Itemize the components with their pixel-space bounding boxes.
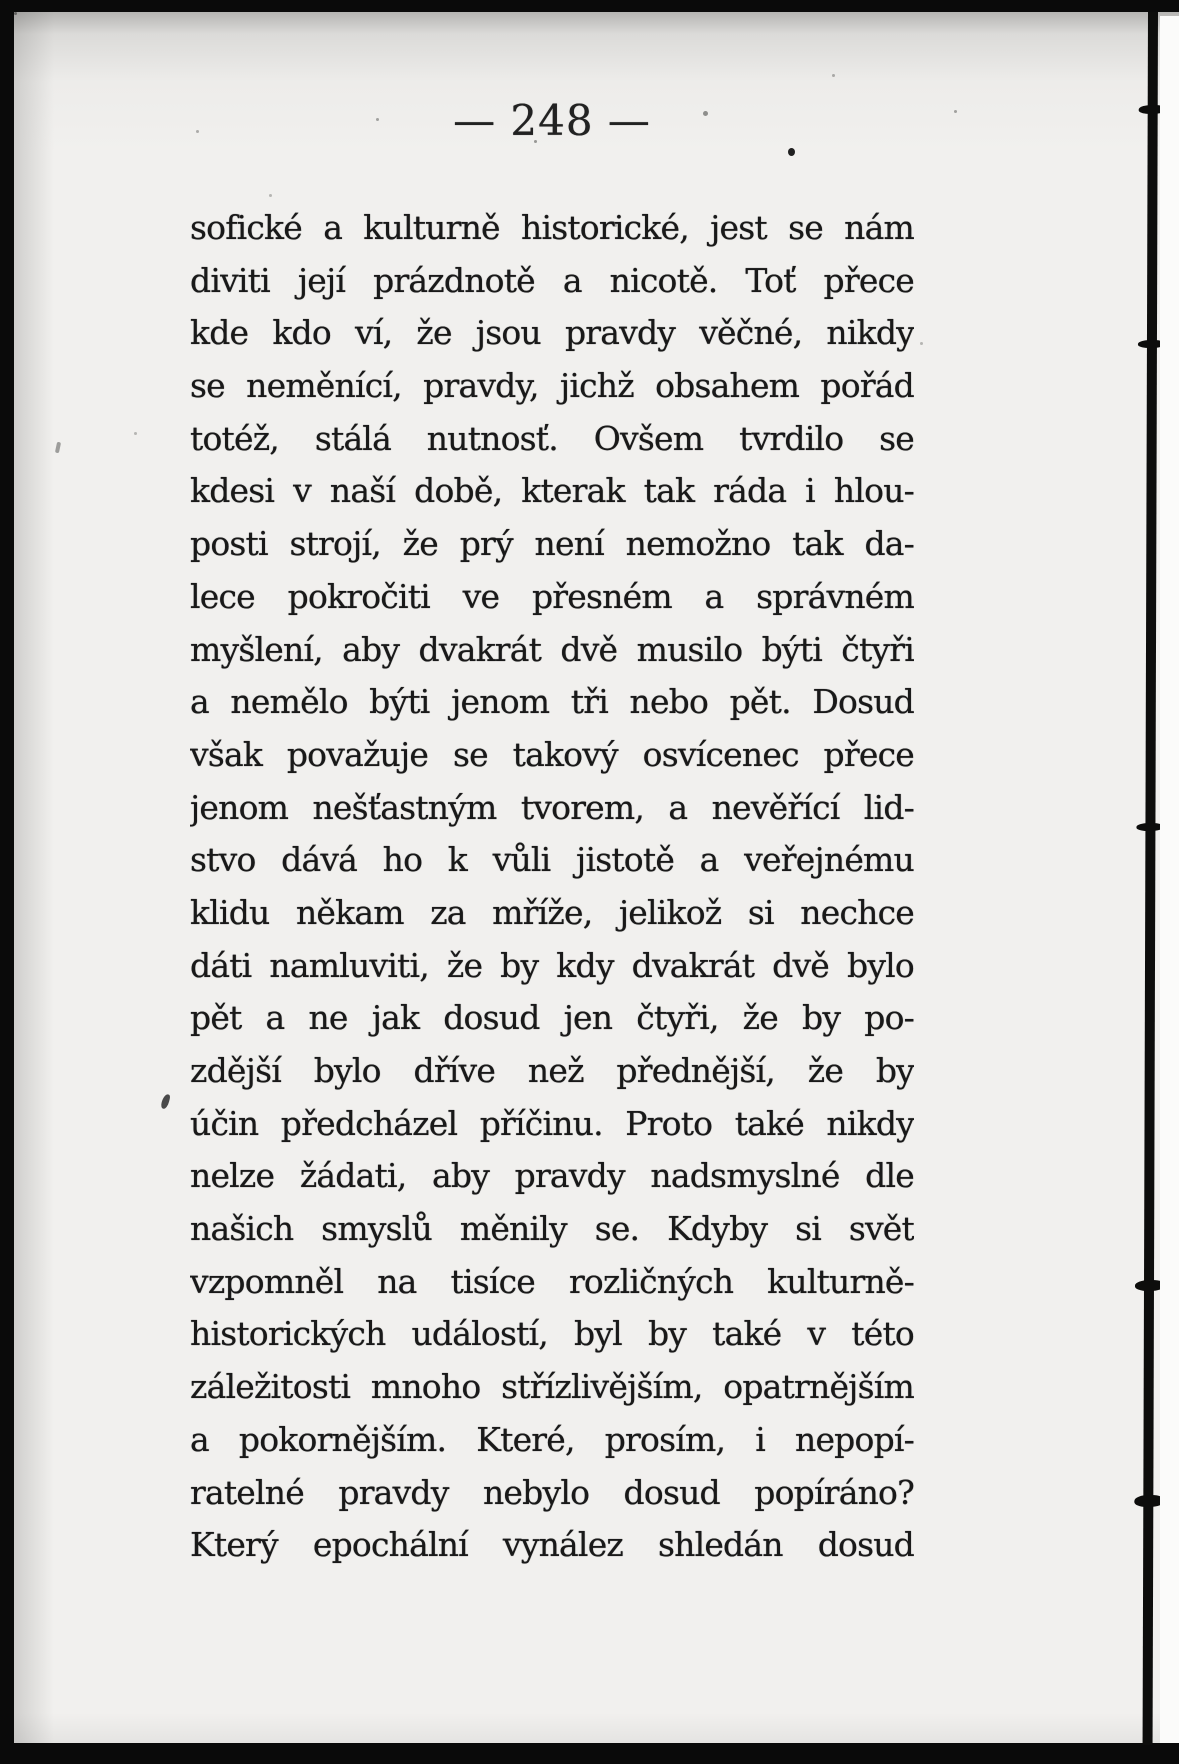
text-line: pět a ne jak dosud jen čtyři, že by po-: [190, 998, 914, 1038]
text-line: a pokornějším. Které, prosím, i nepopí-: [190, 1419, 914, 1459]
text-line: se neměnící, pravdy, jichž obsahem pořád: [190, 366, 914, 406]
text-line: myšlení, aby dvakrát dvě musilo býti čtyři: [190, 629, 914, 669]
text-line: našich smyslů měnily se. Kdyby si svět: [190, 1209, 914, 1249]
text-line: vzpomněl na tisíce rozličných kulturně-: [190, 1261, 914, 1301]
page-header: [190, 96, 914, 145]
text-line: účin předcházel příčinu. Proto také nikdy: [190, 1103, 914, 1143]
text-line: však považuje se takový osvícenec přece: [190, 734, 914, 774]
text-line: jenom nešťastným tvorem, a nevěřící lid-: [190, 787, 914, 827]
text-line: dáti namluviti, že by kdy dvakrát dvě bylo: [190, 945, 914, 985]
text-line: historických událostí, byl by také v této: [190, 1314, 914, 1354]
book-page: [14, 12, 1179, 1743]
text-line: záležitosti mnoho střízlivějším, opatrnějším: [190, 1367, 914, 1407]
text-line: lece pokročiti ve přesném a správném: [190, 576, 914, 616]
page-text: [190, 202, 914, 1572]
text-line: kdesi v naší době, kterak tak ráda i hlou-: [190, 471, 914, 511]
stray-ink-dot: [788, 148, 795, 156]
text-line: ratelné pravdy nebylo dosud popíráno?: [190, 1472, 914, 1512]
margin-ink-tick: [55, 442, 61, 454]
text-line: sofické a kulturně historické, jest se nám: [190, 208, 914, 247]
text-line: zdější bylo dříve než přednější, že by: [190, 1051, 914, 1090]
text-line: posti strojí, že prý není nemožno tak da-: [190, 524, 914, 564]
text-line: totéž, stálá nutnosť. Ovšem tvrdilo se: [190, 418, 914, 458]
text-line: klidu někam za mříže, jelikož si nechce: [190, 892, 914, 932]
text-line: nelze žádati, aby pravdy nadsmyslné dle: [190, 1156, 914, 1196]
text-line: a nemělo býti jenom tři nebo pět. Dosud: [190, 682, 914, 722]
text-line: diviti její prázdnotě a nicotě. Toť přece: [190, 260, 914, 300]
margin-ink-mark: [160, 1093, 170, 1109]
scan-noise-specks: [14, 12, 17, 15]
page-number: — 248 —: [453, 96, 651, 145]
text-line: stvo dává ho k vůli jistotě a veřejnému: [190, 840, 914, 880]
text-line: kde kdo ví, že jsou pravdy věčné, nikdy: [190, 313, 914, 353]
text-line: Který epochální vynález shledán dosud: [190, 1525, 914, 1565]
page-right-edge: [1160, 16, 1179, 1743]
